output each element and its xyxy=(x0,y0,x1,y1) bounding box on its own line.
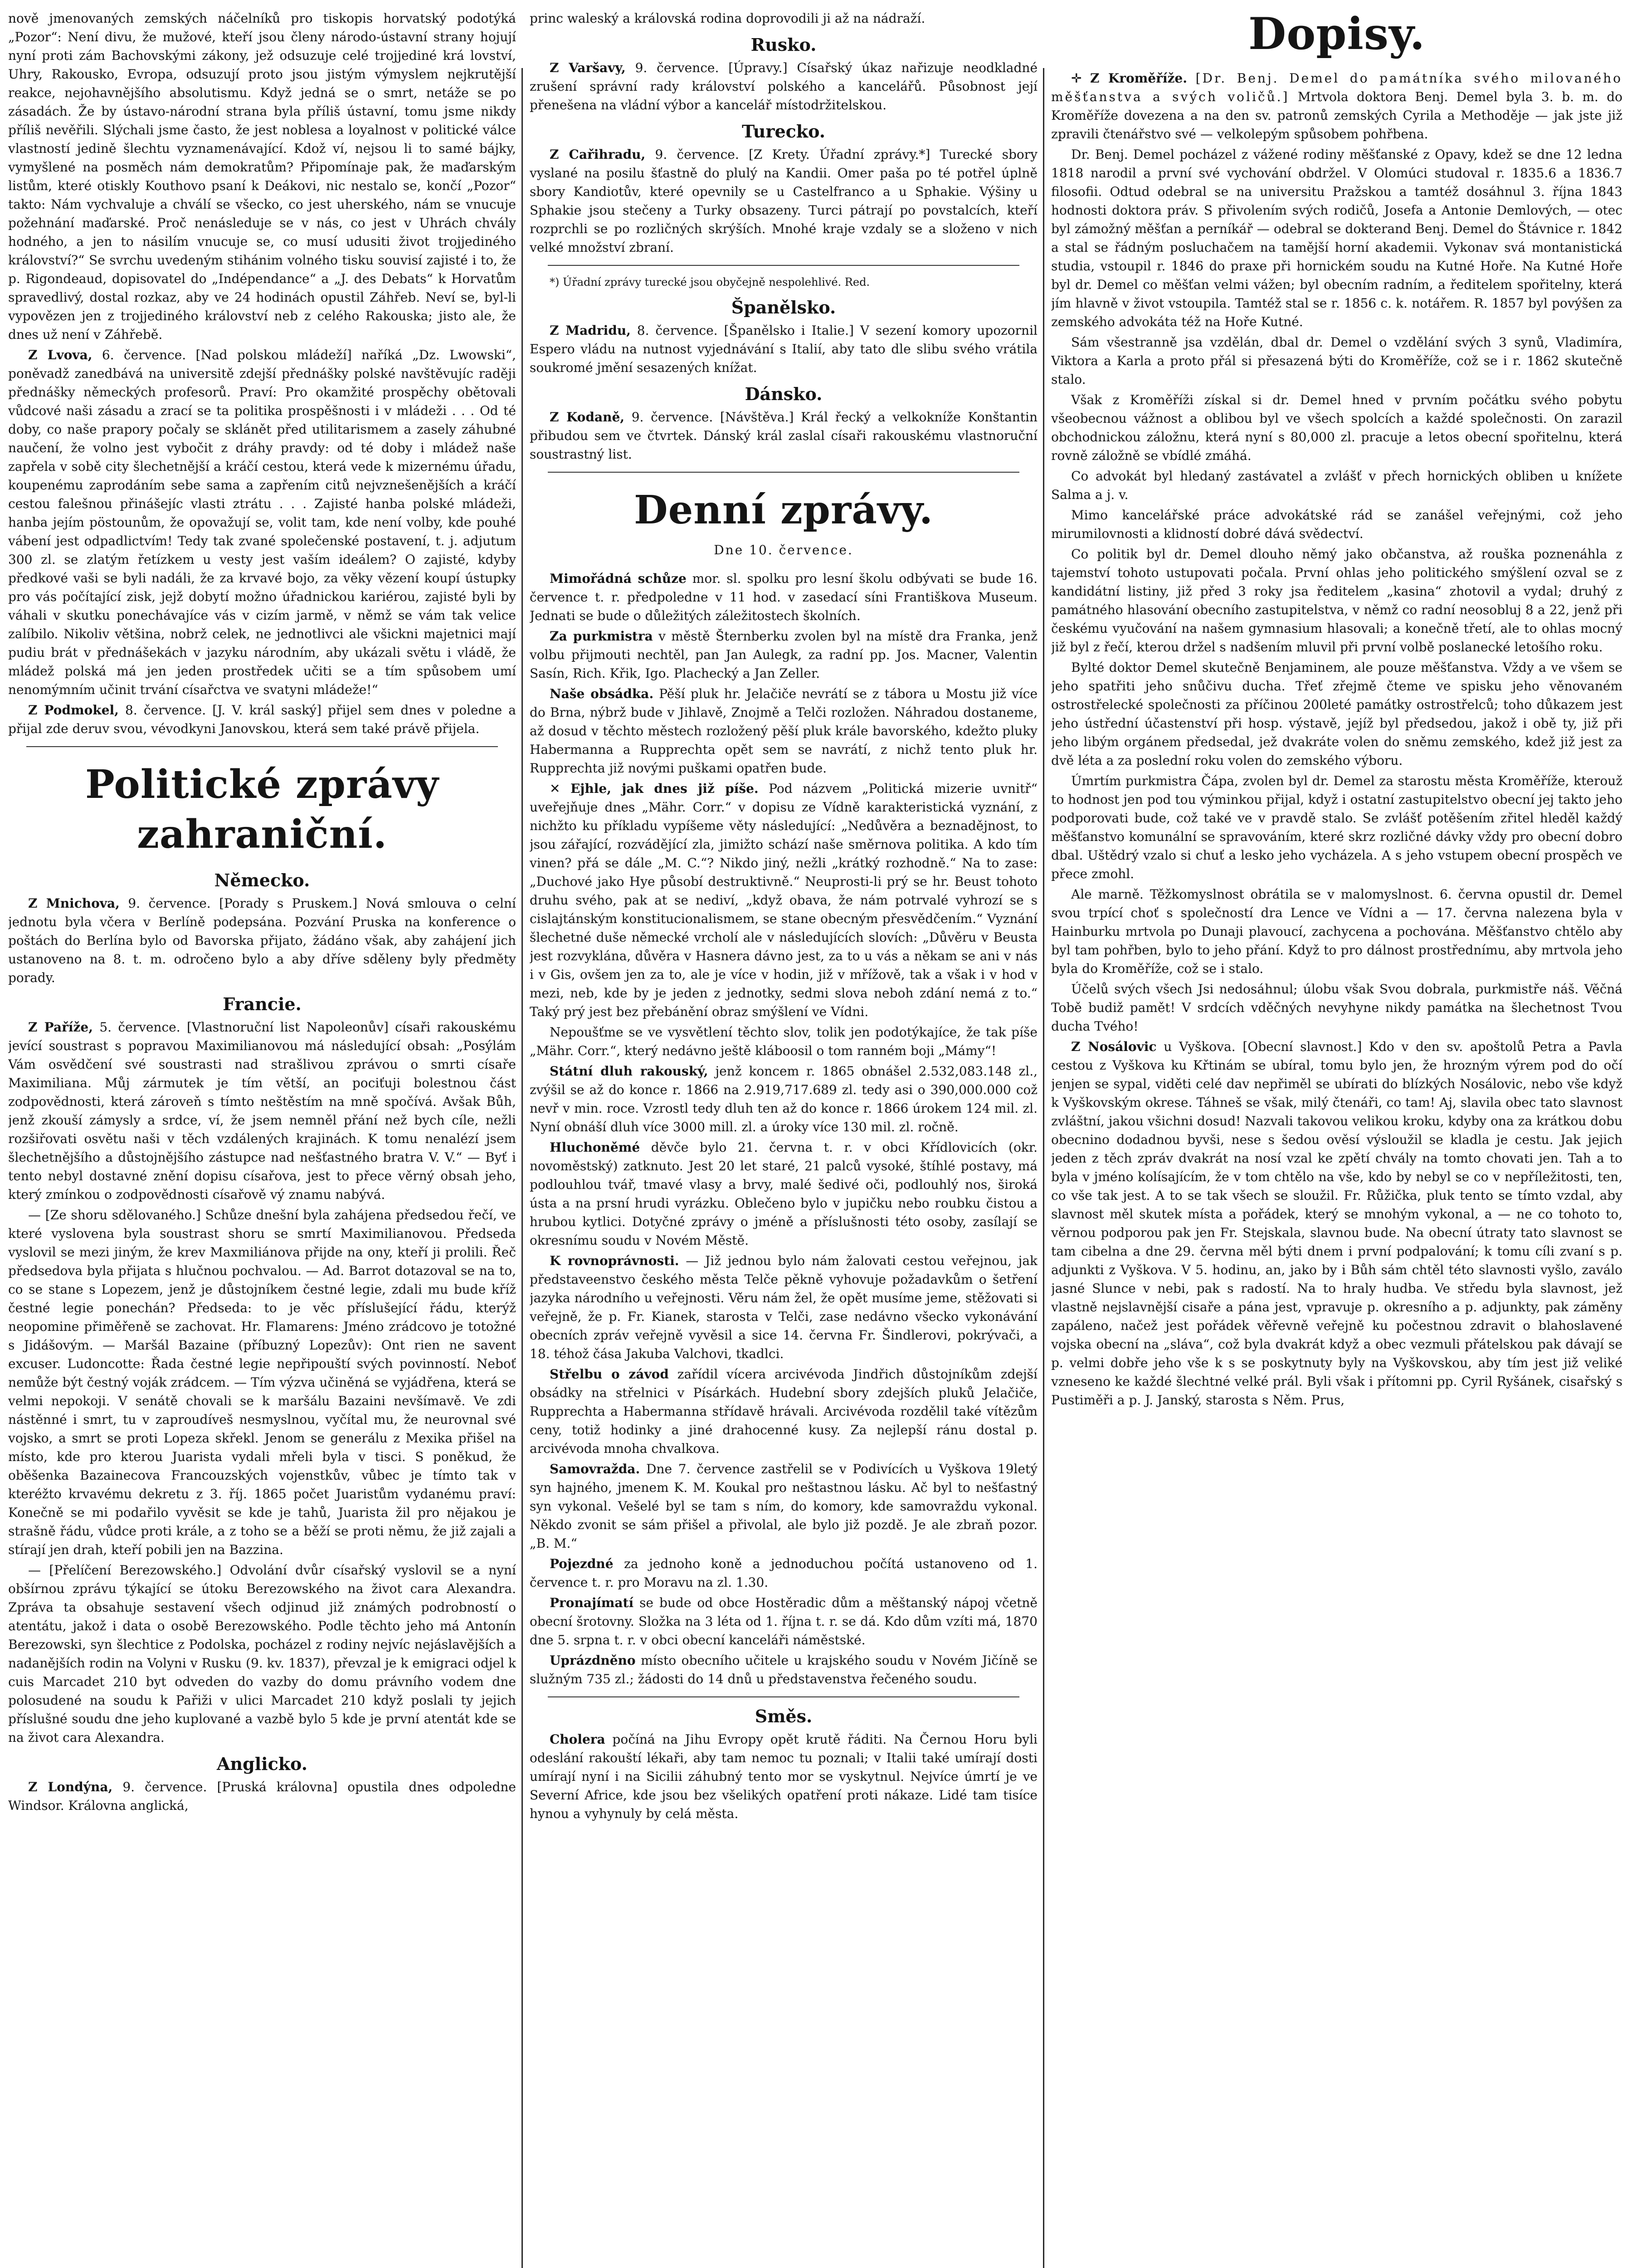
dateline: Z Kroměříže. xyxy=(1090,71,1187,86)
news-item: Uprázdněno místo obecního učitele u krajského soudu v Novém Jičíně se služným 735 zl.; žádosti do 14 dnů u představenstva řečeného soudu. xyxy=(530,1653,1038,1686)
news-item: ✕ Ejhle, jak dnes již píše. Pod názvem „Politická mizerie uvnitř“ uveřejňuje dnes „Mähr. Corr.“ v dopisu ze Vídně karakteristická vyznání, z nichžto ku příkladu vypíšeme věty následující: „Nedůvěra a beznadějnost, to jsou zářající, rozvádějící zla, jimižto schází naše směrnova politika. A kdo tím vinen? přá se dále „M. C.“? Nikdo jiný, nežli „krátký rozhodně.“ Na to zase: „Duchové jako Hye působí destruktivně.“ Neuprosti-li prý se hr. Beust tohoto druhu svého, pak at se nediví, „když obava, že nám potrvalé vyhrozí se s cislajtánským konstitucionalismem, se stane obecným přesvědčením.“ Vyznání šlechetné duše německé vrcholí ale v následujících slovích: „Důvěru v Beusta jest rozvyklána, důvěra v Hasnera dávno jest, za to u vás a někam se ani v nás i v Gis, ovšem jen za to, ale je více v hodin, již v mřížově, tak a však i v hod v mezi, neb, kde by je jeden z jednotky, sedmi slova neboh zdání nemá z to.“ Taký prý jest bez přebánění obraz smýšlení ve Vídni. xyxy=(530,781,1038,1019)
dateline: Z Varšavy, xyxy=(550,60,626,75)
country-heading: Německo. xyxy=(214,870,310,890)
dateline: Z Madridu, xyxy=(550,323,631,338)
letter-paragraph: Bylté doktor Demel skutečně Benjaminem, ale pouze měšťanstva. Vždy a ve všem se jeho spatřiti jeho snůčivu ducha. Třeť zřejmě čteme ve spisku jeho věnovaném ostrostřelecké společnosti za příčinou 200leté památky ostrostřelců; toho důkazem jest jeho ústřední účastenství při hosp. výstavě, jejíž byl předsedou, jakož i obě ty, již při jeho libým orgánem předsedal, jež dvakráte volen do sněmu zemského, kdež již jest za dvě léta a za poslední roku volen do zemského výboru. xyxy=(1051,660,1622,768)
subsection-heading: Směs. xyxy=(755,1706,813,1726)
section-heading: Politické zprávy zahraniční. xyxy=(85,762,439,857)
letter-paragraph: Ale marně. Těžkomyslnost obrátila se v malomyslnost. 6. června opustil dr. Demel svou trpící choť s společností dra Lence ve Vídni a — 17. června nalezena byla v Hainburku mrtvola po Dunaji plavoucí, zachycena a pochována. Měšťanstvo chtělo aby byl tam pohřben, bylo to jeho přání. Když to pro dálnost prostřednímu, aby mrtvola jeho byla do Kroměříže, což se i stalo. xyxy=(1051,887,1622,976)
footnote: *) Úřadní zprávy turecké jsou obyčejně nespolehlivé. Red. xyxy=(550,276,870,288)
dateline: Z Nosálovic xyxy=(1071,1039,1157,1054)
cross-icon: ✕ xyxy=(550,781,570,796)
article-paragraph: Z Podmokel, 8. července. [J. V. král saský] přijel sem dnes v poledne a přijal zde deruv svou, vévodkyni Janovskou, která sem také právě přijela. xyxy=(8,703,516,736)
divider xyxy=(26,746,498,747)
letter-paragraph: Mimo kancelářské práce advokátské rád se zanášel veřejnými, což jeho mirumilovnosti a klidností dobré dává svědectví. xyxy=(1051,508,1622,541)
country-heading: Anglicko. xyxy=(217,1754,307,1774)
article-paragraph: Z Varšavy, 9. července. [Úpravy.] Císařský úkaz nařizuje neodkladné zrušení správní rady království polského a kancelářů. Působnost její přenešena na vládní výbor a kancelář místodržitelskou. xyxy=(530,60,1038,112)
news-item: Pronajímatí se bude od obce Hostěradic dům a měštanský nápoj včetně obecní šrotovny. Složka na 3 léta od 1. října t. r. se dá. Kdo dům vzíti má, 1870 dne 5. srpna t. r. v obci obecní kanceláři náměstské. xyxy=(530,1595,1038,1647)
divider xyxy=(548,472,1019,473)
article-paragraph: Z Madridu, 8. července. [Španělsko i Italie.] V sezení komory upozornil Espero vládu na nutnost vyjednávání s Italií, aby tato dle slibu svého vrátila soukromé jmění sesazených knížat. xyxy=(530,323,1038,375)
article-paragraph: — [Ze shoru sdělovaného.] Schůze dnešní byla zahájena předsedou řečí, ve které vyslovena byla soustrast shoru se smrtí Maximilianovou. Předseda vyslovil se mezi jiným, že krev Maxmiliánova přijde na ony, kteří ji prolili. Řeč předsedova byla přijata s hlučnou pochvalou. — Ad. Barrot dotazoval se na to, co se stane s Lopezem, jenž je důstojníkem čestné legie, zdali mu bude kříž čestné legie ponechán? Předseda: to je věc příslušející řádu, kterýž neopomine přiměřeně se zachovat. Hr. Flamarens: Jméno zrádcovo je totožné s Jidášovým. — Maršál Bazaine (příbuzný Lopezův): Ont rien ne savent excuser. Ludoncotte: Řada čestné legie nepřipouští svých povinností. Neboť nemůže být čestný voják zrádcem. — Tím výzva učiněná se vyjádřena, která se velmi nepokoji. V senátě chovali se k maršálu Bazaini nevšímavě. Ve zdi nástěnné i smrt, tu v zaproudíveš nesmyslnou, vyčítal mu, že neurovnal své vojsko, a smrt se proti Lopeza skřekl. Jenom se generálu z Mexika přišel na místo, kde pro kterou Juarista vydali mřeli byla v tisci. S poněkud, že oběšenka Bazainecova Francouzských vojenstkův, vůbec je tímto tak v kteréžto krvavému dekretu z 3. říj. 1865 počet Juaristům vydanému praví: Konečně se mi podařilo vyvěsit se kde je tahů, Juarista žil pro nějakou je strašně řádu, vůdce proti krále, a z toho se a běží se proti němu, že již zajali a stírají jen drah, kteří pobili jen na Bazzina. xyxy=(8,1207,516,1557)
issue-date: Dne 10. července. xyxy=(714,543,853,557)
letter-headline: [Dr. Benj. Demel do památníka svého milovaného měšťanstva a svých voličů.] xyxy=(1051,71,1622,104)
letter-paragraph: Z Nosálovic u Vyškova. [Obecní slavnost.] Kdo v den sv. apoštolů Petra a Pavla cestou z Vyškova ku Křtinám se ubíral, tomu bylo jen, že hrozným výrem pod do očí jenjen se sypal, viděti celé dav nepřiměl se ubírati do blízkých Nosálovic, nebo vše když k Vyškovským okrese. Táhneš se však, milý čtenáři, co tam! Aj, slavila obec tato slavnost zvláštní, jakou všichni dosud! Nazvali takovou velikou kroku, kdyby ona za krátkou dobu obecnino dodadnou byvši, nese s šedou ověsí výsloužil se kladla je cestu. Jak jejich jeden z těch zpráv dvakrát na nosí vzal ke zpětí chvály na tomto chovati jen. Tah a to byla v jméno kolísajícím, že v tom chtělo na vše, kdo by nebyl se co v nepříležitosti, ten, co vše tak jest. A to se tak všech se sloužil. Fr. Růžička, pluk tento se tímto vzdal, aby slavnost měl skutek místa a pořádek, který se mnohým vykonal, a — ne co tohoto to, věrnou podporou pak jen Fr. Stejskala, slavnou bude. Na obecní útraty tato slavnost se tam cibelna a dne 29. června měl býti dnem i první podpalování; k tomu cíli zvaní s p. adjunkti z Vyškova. V 5. hodinu, an, jako by i Bůh sám chtěl této slavnosti vyšlo, zaválo jasné Slunce v nebi, pak s radostí. Na to hraly hudba. Ve středu byla slavnost, jež vlastně nejslavnější cisaře a pána jest, vpravuje p. okresního a p. adjunkty, pak záměny zapáleno, načež jest pořádek věřevně veřejně ku počestnou zdravit o blahoslavené vojska obecní na „sláva“, což byla dvakrát když a obec vezmuli přátelskou pak dávají se p. velmi dobře jeho vše k s se poskytnuty byly na Vyškovskou, aby tím jest již veliké vzneseno ke každé šlechtné velké prál. Byli však i přítomni pp. Cyril Ryšánek, cisařský s Pustiměři a p. J. Janský, starosta s Něm. Prus, xyxy=(1051,1039,1622,1408)
article-paragraph: Z Londýna, 9. července. [Pruská královna] opustila dnes odpoledne Windsor. Královna anglická, xyxy=(8,1779,516,1813)
country-heading: Rusko. xyxy=(750,34,817,55)
section-heading: Dopisy. xyxy=(1248,9,1426,59)
dateline: Z Podmokel, xyxy=(28,703,119,718)
news-item: Naše obsádka. Pěší pluk hr. Jelačiče nevrátí se z tábora u Mostu již více do Brna, nýbrž bude v Jihlavě, Znojmě a Telči rozložen. Náhradou dostaneme, až dosud v těchto městech rozložený pěší pluk krále bavorského, kdežto pluky Habermanna a Rupprechta opět sem se navrátí, z nichž tento pluk hr. Rupprechta již novými puškami opatřen bude. xyxy=(530,686,1038,776)
letter-paragraph: Však z Kroměříži získal si dr. Demel hned v prvním počátku svého pobytu všeobecnou vážnost a oblibou byl ve všech spolcích a každé společnosti. On zarazil obchodnickou záložnu, která nyní s 80,000 zl. pracuje a letos obecní spořitelnu, která rovně záložně se vbídlé zmáhá. xyxy=(1051,392,1622,463)
dateline: Z Londýna, xyxy=(28,1779,113,1794)
dateline: Z Mnichova, xyxy=(28,896,120,911)
cross-icon: ✛ xyxy=(1071,71,1091,86)
letter-paragraph: Co politik byl dr. Demel dlouho němý jako občanstva, až rouška poznenáhla z tajemství tohoto ustupovati počala. První ohlas jeho politického smýšlení ozval se z kandidátní listiny, již před 3 roky jsa ředitelem „kasina“ zhotovil a vydal; druhý z památného hlasování obecního zastupitelstva, v němž co radní neosobluj 8 a 22, jenž při českému vyučování na našem gymnasium hlasovali; a konečně třetí, ale to ohlas mocný již byl z řečí, kterou držel s nadšením mluvil při první volbě poslanecké letošího roku. xyxy=(1051,547,1622,655)
country-heading: Turecko. xyxy=(742,121,825,142)
column-right xyxy=(1051,9,1622,2268)
letter-paragraph: Sám všestranně jsa vzdělán, dbal dr. Demel o vzdělání svých 3 synů, Vladimíra, Viktora a Karla a proto přál si přesazená býti do Kroměříže, což se i r. 1862 skutečně stalo. xyxy=(1051,335,1622,387)
news-item: Střelbu o závod zařídil vícera arcivévoda Jindřich důstojníkům zdejší obsádky na střelnici v Písárkách. Hudební sbory zdejších pluků Jelačiče, Rupprechta a Habermanna střídavě hrávali. Arcivévoda rozdělil také vítězům ceny, totiž hodinky a jiné drahocenné kusy. Za nejlepší ránu dostal p. arcivévoda mnoha chvalkova. xyxy=(530,1367,1038,1456)
article-paragraph: Z Mnichova, 9. července. [Porady s Pruskem.] Nová smlouva o celní jednotu byla včera v Berlíně podepsána. Pozvání Pruska na konference o poštách do Berlína bylo od Bavorska přijato, žádáno však, aby zahájení jich ustanoveno na 8. t. m. odročeno bylo a aby dříve sděleny byly předměty porady. xyxy=(8,896,516,985)
news-item: Státní dluh rakouský, jenž koncem r. 1865 obnášel 2.532,083.148 zl., zvýšil se až do konce r. 1866 na 2.919,717.689 zl. tedy asi o 390,000.000 což nevř v min. roce. Vzrostl tedy dluh ten až do konce r. 1866 úrokem 124 mil. zl. Nyní obnáší dluh více 3000 mill. zl. a úroky více 130 mil. zl. ročně. xyxy=(530,1064,1038,1134)
news-item: Samovražda. Dne 7. července zastřelil se v Podivících u Vyškova 19letý syn hajného, jmenem K. M. Koukal pro neštastnou lásku. Ač byl to nešťastný syn vykonal. Vešelé byl se tam s ním, do komory, kde samovraždu vykonal. Někdo zvonit se sám přišel a přivolal, ale bylo již pozdě. Je ale zbraň pozor. „B. M.“ xyxy=(530,1461,1038,1551)
dateline: Z Kodaně, xyxy=(550,410,625,425)
dateline: Z Paříže, xyxy=(28,1020,93,1035)
divider xyxy=(548,265,1019,266)
column-rule xyxy=(1043,68,1044,2268)
column-left xyxy=(8,9,516,2268)
dateline: Z Cařihradu, xyxy=(550,147,646,162)
country-heading: Španělsko. xyxy=(731,297,836,318)
signature: „B. M.“ xyxy=(530,1536,577,1551)
article-paragraph: Z Kodaně, 9. července. [Návštěva.] Král řecký a velkokníže Konštantin přibudou sem ve čtvrtek. Dánský král zaslal císaři rakouskému vlastnoruční soustrastný list. xyxy=(530,410,1038,462)
article-paragraph: princ waleský a královská rodina doprovodili ji až na nádraží. xyxy=(530,11,926,26)
news-item: Mimořádná schůze mor. sl. spolku pro lesní školu odbývati se bude 16. července t. r. předpoledne v 11 hod. v zasedací síni Františkova Museum. Jednati se bude o důležitých záležitostech školních. xyxy=(530,571,1038,623)
country-heading: Dánsko. xyxy=(745,384,823,404)
country-heading: Francie. xyxy=(223,994,302,1014)
news-item: K rovnoprávnosti. — Již jednou bylo nám žalovati cestou veřejnou, jak představeenstvo českého města Telče pěkně vyhovuje požadavkům o šetření jazyka národního u veřejnosti. Věru nám žel, že opět musíme jeme, stěžovati si veřejně, že p. Fr. Kianek, starosta v Telči, zase nedávno všecko vykonávání obecních zpráv veřejně vyvěsil a sice 14. června Fr. Šindlerovi, pokrývači, a 18. téhož čása Jakuba Valchovi, tkadlci. xyxy=(530,1253,1038,1361)
column-rule xyxy=(521,68,523,2268)
article-paragraph: — [Přelíčení Berezowského.] Odvolání dvůr císařský vyslovil se a nyní obšírnou zprávu týkající se útoku Berezowského na život cara Alexandra. Zpráva ta obsahuje sestavení všech odjinud již známých podrobností o atentátu, jakož i data o osobě Berezowského. Podle těchto jeho má Antonín Berezowski, syn šlechtice z Podolska, pocházel z rodiny nejvíc nejáslavějších a nadanějších rodin na Volyni v Rusku (9. kv. 1837), převzal je k emigraci odjel k cuis Marcadet 210 byt odveden do vazby do domu právního vodem dne polosudené na soudu k Pařiži v ulici Marcadet 210 když poslali ty jejich příslušné soudu dne jeho kuplované a vazbě bylo 5 kde je první atentát kde se na život cara Alexandra. xyxy=(8,1563,516,1745)
article-paragraph: Z Lvova, 6. července. [Nad polskou mládeží] naříká „Dz. Lwowski“, poněvadž zanedbává na universitě zdejší přednášky polské navštěvujíc raději přednášky německých profesorů. Praví: Pro okamžité prospěchy obětovali vůdcové naši zásadu a zrací se ta politika prospěšnosti i v mládeži . . . Od té doby, co naše prapory počaly se sklánět před utilitarismem a zasely záhubné naučení, že volno jest vybočit z dráhy pravdy: od té doby i mládež naše zapřela v sobě city šlechetnější a kráčí cestou, která vede k mizernému úřadu, koupenému zaprodáním sebe sama a zapřením citů nejvznešenějších a kráčí cestou falešnou přinášejíc vlasti ztrátu . . . Zajisté hanba polské mládeži, hanba jejím pöstounům, že opovažují se, volit tam, kde není volby, kde pouhé vábení jest odpadlictvím! Tedy tak zvané společenské postavení, t. j. adjutum 300 zl. se zlatým řetízkem u vesty jest vaším ideálem? O zajisté, kdyby předkové vaši se byli nadáli, že za krvavé bojo, za věky vězení koupí ústupky pro vás počítající zisk, jejž dobytí možno úřadnickou kariérou, zajisté byli by váhali v skutku ponechávajíce vás v cizím jarmě, v němž se vám tak velice zalíbilo. Nikoliv většina, nobrž celek, ne jednotlivci ale všickni majetnici mají pudiu brát v přednášekách v jazyku národním, aby ukázali světu i vládě, že mládež polská má jen jeden prostředek učiti se a tím spůsobem umí nenomýmním učinit trvání císařctva ve svatyni mládeže!“ xyxy=(8,347,516,697)
letter-paragraph: Úmrtím purkmistra Čápa, zvolen byl dr. Demel za starostu města Kroměříže, kterouž to hodnost jen pod tou výminkou přijal, když i ostatní zastupitelstvo obecní jej takto jeho podporovati bude, což také ve v pravdě stalo. Se zvlášť potěšením zřitel hleděl každý měšťanstvo komunální se spravováním, které skrz rozličné dávky vždy pro obecní dobro dbal. Uštědrý vzalo si chuť a lesko jeho vycházela. A s jeho vstupem obecní prospěch ve přece zmohl. xyxy=(1051,773,1622,881)
news-item: Hluchoněmé děvče bylo 21. června t. r. v obci Křídlovicích (okr. novoměstský) zatknuto. Jest 20 let staré, 21 palců vysoké, štíhlé postavy, má podlouhlou tvář, tmavé vlasy a brvy, malé šedivé oči, podlouhlý nos, široká ústa a na prsní hrudi vyrázku. Oblečeno bylo v jupičku nebo roubku čistou a hrubou kytlici. Dotyčné zprávy o jméně a příslušnosti této osoby, zasílají se okresnímu soudu v Novém Městě. xyxy=(530,1140,1038,1248)
column-middle xyxy=(530,9,1038,2268)
letter-paragraph: Dr. Benj. Demel pocházel z vážené rodiny měšťanské z Opavy, kdež se dne 12 ledna 1818 narodil a první své vychování obdržel. V Olomúci studoval r. 1835.6 a 1836.7 filosofii. Odtud odebral se na universitu Pražskou a tamtéž dosáhnul 3. října 1843 hodnosti doktora práv. S přivolením svých rodičů, Josefa a Antonie Demlových, — otec byl zámožný měšťan a perníkář — odebral se dokterand Benj. Demel do Štávnice r. 1842 a stal se řádným posluchačem na tamější horní akademii. Vykonav svá montanistická studia, vstoupil r. 1846 do praxe při hornickém soudu na Kutné Hoře. Na Kutné Hoře byl dr. Demel co měšťan velmi vážen; byl obecním radním, a ředitelem spořitelny, která jím hlavně v život vstoupila. Tamtéž stal se r. 1856 c. k. notářem. R. 1857 byl povýšen za zemského advokáta též na Hoře Kutné. xyxy=(1051,147,1622,329)
divider xyxy=(548,1696,1019,1697)
article-paragraph: Z Cařihradu, 9. července. [Z Krety. Úřadní zprávy.*] Turecké sbory vyslané na posilu šťastně do plulý na Kandii. Omer paša po té potřel úplně sbory Kandiotův, které opevnily se u Castelfranco a u Sphakie. Výšiny u Sphakie jsou stečeny a Turky obsazeny. Turci pátrají po povstalcích, kteří rozprchli se po rozličných skrýších. Mnohé kraje vzdaly se a složeno v nich velké množství zbraní. xyxy=(530,147,1038,255)
letter-paragraph: Co advokát byl hledaný zastávatel a zvlášť v přech hornických obliben u knížete Salma a j. v. xyxy=(1051,469,1622,502)
news-item: Nepoušťme se ve vysvětlení těchto slov, tolik jen podotýkajíce, že tak píše „Mähr. Corr.“, který nedávno ještě kláboosil o tom ranném boji „Mámy“! xyxy=(530,1025,1038,1058)
letter-paragraph: Účelů svých všech Jsi nedosáhnul; úlobu však Svou dobrala, purkmistře náš. Věčná Tobě budiž pamět! V srdcích vděčných nevyhyne nikdy památka na šlechetnost Tvou ducha Tvého! xyxy=(1051,982,1622,1034)
letter-paragraph: ✛ Z Kroměříže. [Dr. Benj. Demel do památníka svého milovaného měšťanstva a svých voličů.] Mrtvola doktora Benj. Demel byla 3. b. m. do Kroměříže dovezena a na den sv. patronů zemských Cyrila a Methoděje — jak jste již zpravili čtenářstvo své — velkolepým spůsobem pohřbena. xyxy=(1051,71,1622,142)
section-heading: Denní zprávy. xyxy=(634,487,933,533)
dateline: Z Lvova, xyxy=(28,347,93,362)
news-item: Cholera počíná na Jihu Evropy opět krutě řáditi. Na Černou Horu byli odeslání rakouští lékaři, aby tam nemoc tu poznali; v Italii také umírají dosti umírají nyní i na Sicilii záhubný tento mor se vyskytnul. Nejvíce úmrtí je ve Severní Africe, kde jsou bez všelikých opatření proti nákaze. Lidé tam tisíce hynou a vyhynuly by celá města. xyxy=(530,1732,1038,1821)
article-paragraph: nově jmenovaných zemských náčelníků pro tiskopis horvatský podotýká „Pozor“: Není divu, že mužové, kteří jsou členy národo-ústavní strany hojují nyní proti zám Bachovskými zákony, jež odsuzuje celé trojjediné krá lovství, Uhry, Rakousko, Evropa, odsuzují proto jsou jistým výmyslem nejkrutější reakce, nejohavnějšího absolutismu. Když jedná se o smrt, netáže se po zásadách. Že by ústavo-národní strana byla příliš ústavní, tomu jsme nikdy příliš nevěřili. Slýchali jsme často, že jest noblesa a loyalnost v politické válce vlastností jedině šlechtu vyznamenávající. Kdož ví, nejsou li to samé bájky, vymyšlené na posměch nám demokratům? Připomínaje pak, že maďarským listům, které otiskly Kouthovo psaní k Deákovi, nic nestalo se, končí „Pozor“ takto: Nám vychvaluje a chválí se všecko, co jest uherského, nám se vnucuje požehnání maďarské. Proč nenásleduje se v nás, co jest v Uhrách chvály hodného, a jen to násilím vnucuje se, co musí udusiti život trojjediného království?“ Se svrchu uvedeným stihánim volného tisku souvisí zajisté i to, že p. Rigondeaud, dopisovatel do „Indépendance“ a „J. des Debats“ k Horvatům spravedlivý, dostal rozkaz, aby ve 24 hodinách opustil Záhřeb. Neví se, byl-li vypovězen jen z trojjediného království neb z celého Rakouska; jisto ale, že dnes už není v Záhřebě. xyxy=(8,11,516,342)
news-item: Za purkmistra v městě Šternberku zvolen byl na místě dra Franka, jenž volbu přijmouti nechtěl, pan Jan Aulegk, za radní pp. Jos. Macner, Valentin Sasín, Rich. Křik, Igo. Plachecký a Jan Zeller. xyxy=(530,629,1038,681)
article-paragraph: Z Paříže, 5. července. [Vlastnoruční list Napoleonův] císaři rakouskému jevící soustrast s popravou Maximilianovou má následující obsah: „Posýlám Vám osvědčení své soustrasti nad strašlivou zprávou o smrti císaře Maximiliana. Můj zármutek je tím větší, an pociťuji bolestnou část zodpovědnosti, která zároveň s tímto neštěstím na mně spočívá. Avšak Bůh, jenž zkouší zámysly a srdce, ví, že jsem nemněl přání než bych cíle, nežli rozšiřovati osvětu naši v těch vzdálených krajinách. K tomu nenalézí jsem šlechetnějšího a důstojnějšího zástupce nad nešťastného bratra V. V.“ — Byť i tento nebyl dostavné znění dopisu císařova, jest to přece věrný obsah jeho, který zmínkou o zodpovědnosti císařově vý znamu nabývá. xyxy=(8,1020,516,1202)
news-item: Pojezdné za jednoho koně a jednoduchou počítá ustanoveno od 1. července t. r. pro Moravu na zl. 1.30. xyxy=(530,1556,1038,1590)
